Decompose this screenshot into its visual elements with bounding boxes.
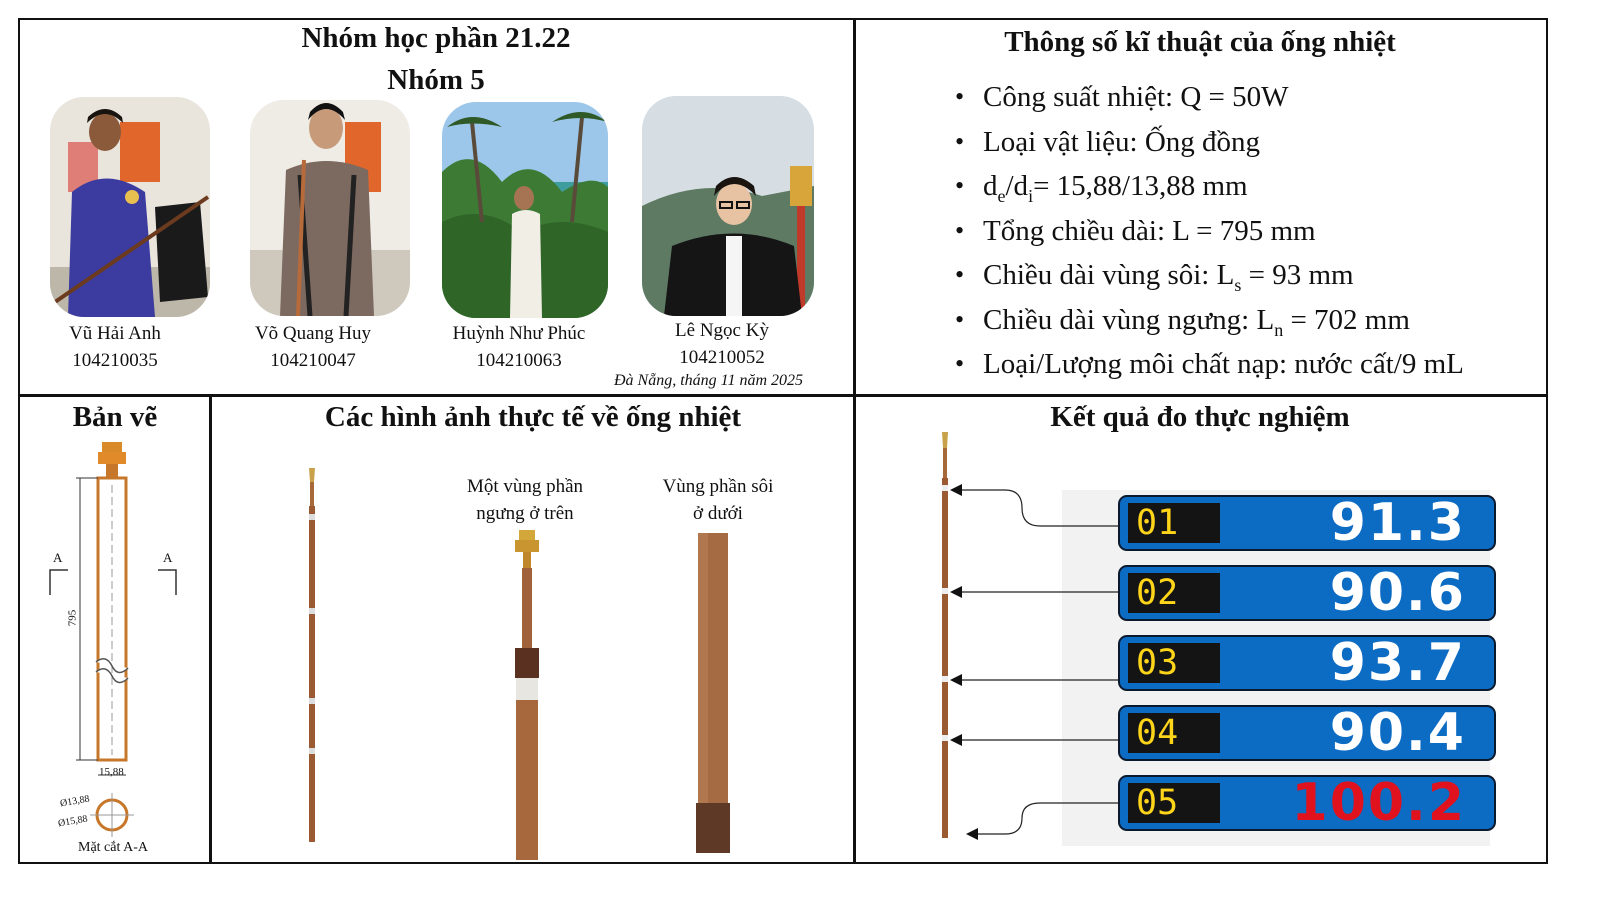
member-id-3: 104210063 (476, 350, 562, 371)
length-dimension-label: 795 (66, 609, 79, 627)
channel-label: 01 (1128, 503, 1220, 543)
channel-label: 03 (1128, 643, 1220, 683)
temperature-value: 91.3 (1329, 493, 1466, 553)
divider-horizontal (18, 394, 1548, 397)
temperature-value: 90.6 (1329, 563, 1466, 623)
temperature-value: 93.7 (1329, 633, 1466, 693)
heat-pipe-photo-full (300, 466, 324, 846)
outer-diameter-label: Ø15,88 (57, 813, 89, 830)
member-photo-2 (250, 100, 410, 316)
member-name-3: Huỳnh Như Phúc (452, 323, 586, 344)
section-caption: Mặt cắt A-A (78, 840, 148, 855)
member-name-1: Vũ Hải Anh (69, 323, 161, 344)
channel-label: 04 (1128, 713, 1220, 753)
spec-length: • Tổng chiều dài: L = 795 mm (955, 209, 1464, 254)
group-subtitle: Nhóm 5 (387, 64, 485, 96)
spec-material: • Loại vật liệu: Ống đồng (955, 120, 1464, 165)
member-id-2: 104210047 (270, 350, 356, 371)
date-location: Đà Nẵng, tháng 11 năm 2025 (614, 372, 804, 389)
spec-power: • Công suất nhiệt: Q = 50W (955, 75, 1464, 120)
heat-pipe-sensor-diagram (930, 430, 1130, 850)
member-id-4: 104210052 (679, 347, 765, 368)
section-mark-left: A (53, 550, 63, 565)
member-photo-3 (442, 102, 608, 318)
technical-drawing (40, 440, 200, 840)
reading-panel-02 (1118, 565, 1496, 621)
heat-pipe-photo-boil (695, 533, 731, 855)
reading-panel-04 (1118, 705, 1496, 761)
width-dimension-label: 15,88 (99, 766, 124, 778)
spec-boil-length: • Chiều dài vùng sôi: $L_s = 93$ mm (955, 253, 1464, 298)
label-condense-zone: Một vùng phần ngưng ở trên (466, 476, 584, 524)
group-title: Nhóm học phần 21.22 (301, 22, 571, 54)
channel-label: 02 (1128, 573, 1220, 613)
temperature-value: 90.4 (1329, 703, 1466, 763)
member-photo-4 (642, 96, 814, 316)
section-mark-right: A (163, 550, 173, 565)
spec-diameter: • $d_e/d_i= 15,88/13,88$ mm (955, 164, 1464, 209)
channel-label: 05 (1128, 783, 1220, 823)
member-name-2: Võ Quang Huy (254, 323, 372, 344)
reading-panel-05 (1118, 775, 1496, 831)
member-name-4: Lê Ngọc Kỳ (675, 320, 769, 341)
drawing-title: Bản vẽ (72, 401, 158, 433)
reading-panel-01 (1118, 495, 1496, 551)
member-photo-1 (50, 97, 210, 317)
inner-diameter-label: Ø13,88 (59, 793, 91, 810)
member-id-1: 104210035 (72, 350, 158, 371)
divider-vertical-main (853, 18, 856, 864)
specs-title: Thông số kĩ thuật của ống nhiệt (1004, 26, 1396, 58)
divider-vertical-drawing (209, 394, 212, 864)
reading-panel-03 (1118, 635, 1496, 691)
results-title: Kết quả đo thực nghiệm (1050, 401, 1350, 433)
spec-fluid: • Loại/Lượng môi chất nạp: nước cất/9 mL (955, 342, 1464, 387)
label-boil-zone: Vùng phần sôi ở dưới (662, 476, 774, 524)
specs-list (955, 75, 1464, 387)
temperature-value: 100.2 (1291, 773, 1466, 833)
photos-title: Các hình ảnh thực tế về ống nhiệt (324, 401, 742, 433)
spec-condense-length: • Chiều dài vùng ngưng: $L_n = 702$ mm (955, 298, 1464, 343)
heat-pipe-photo-condense (505, 530, 549, 860)
